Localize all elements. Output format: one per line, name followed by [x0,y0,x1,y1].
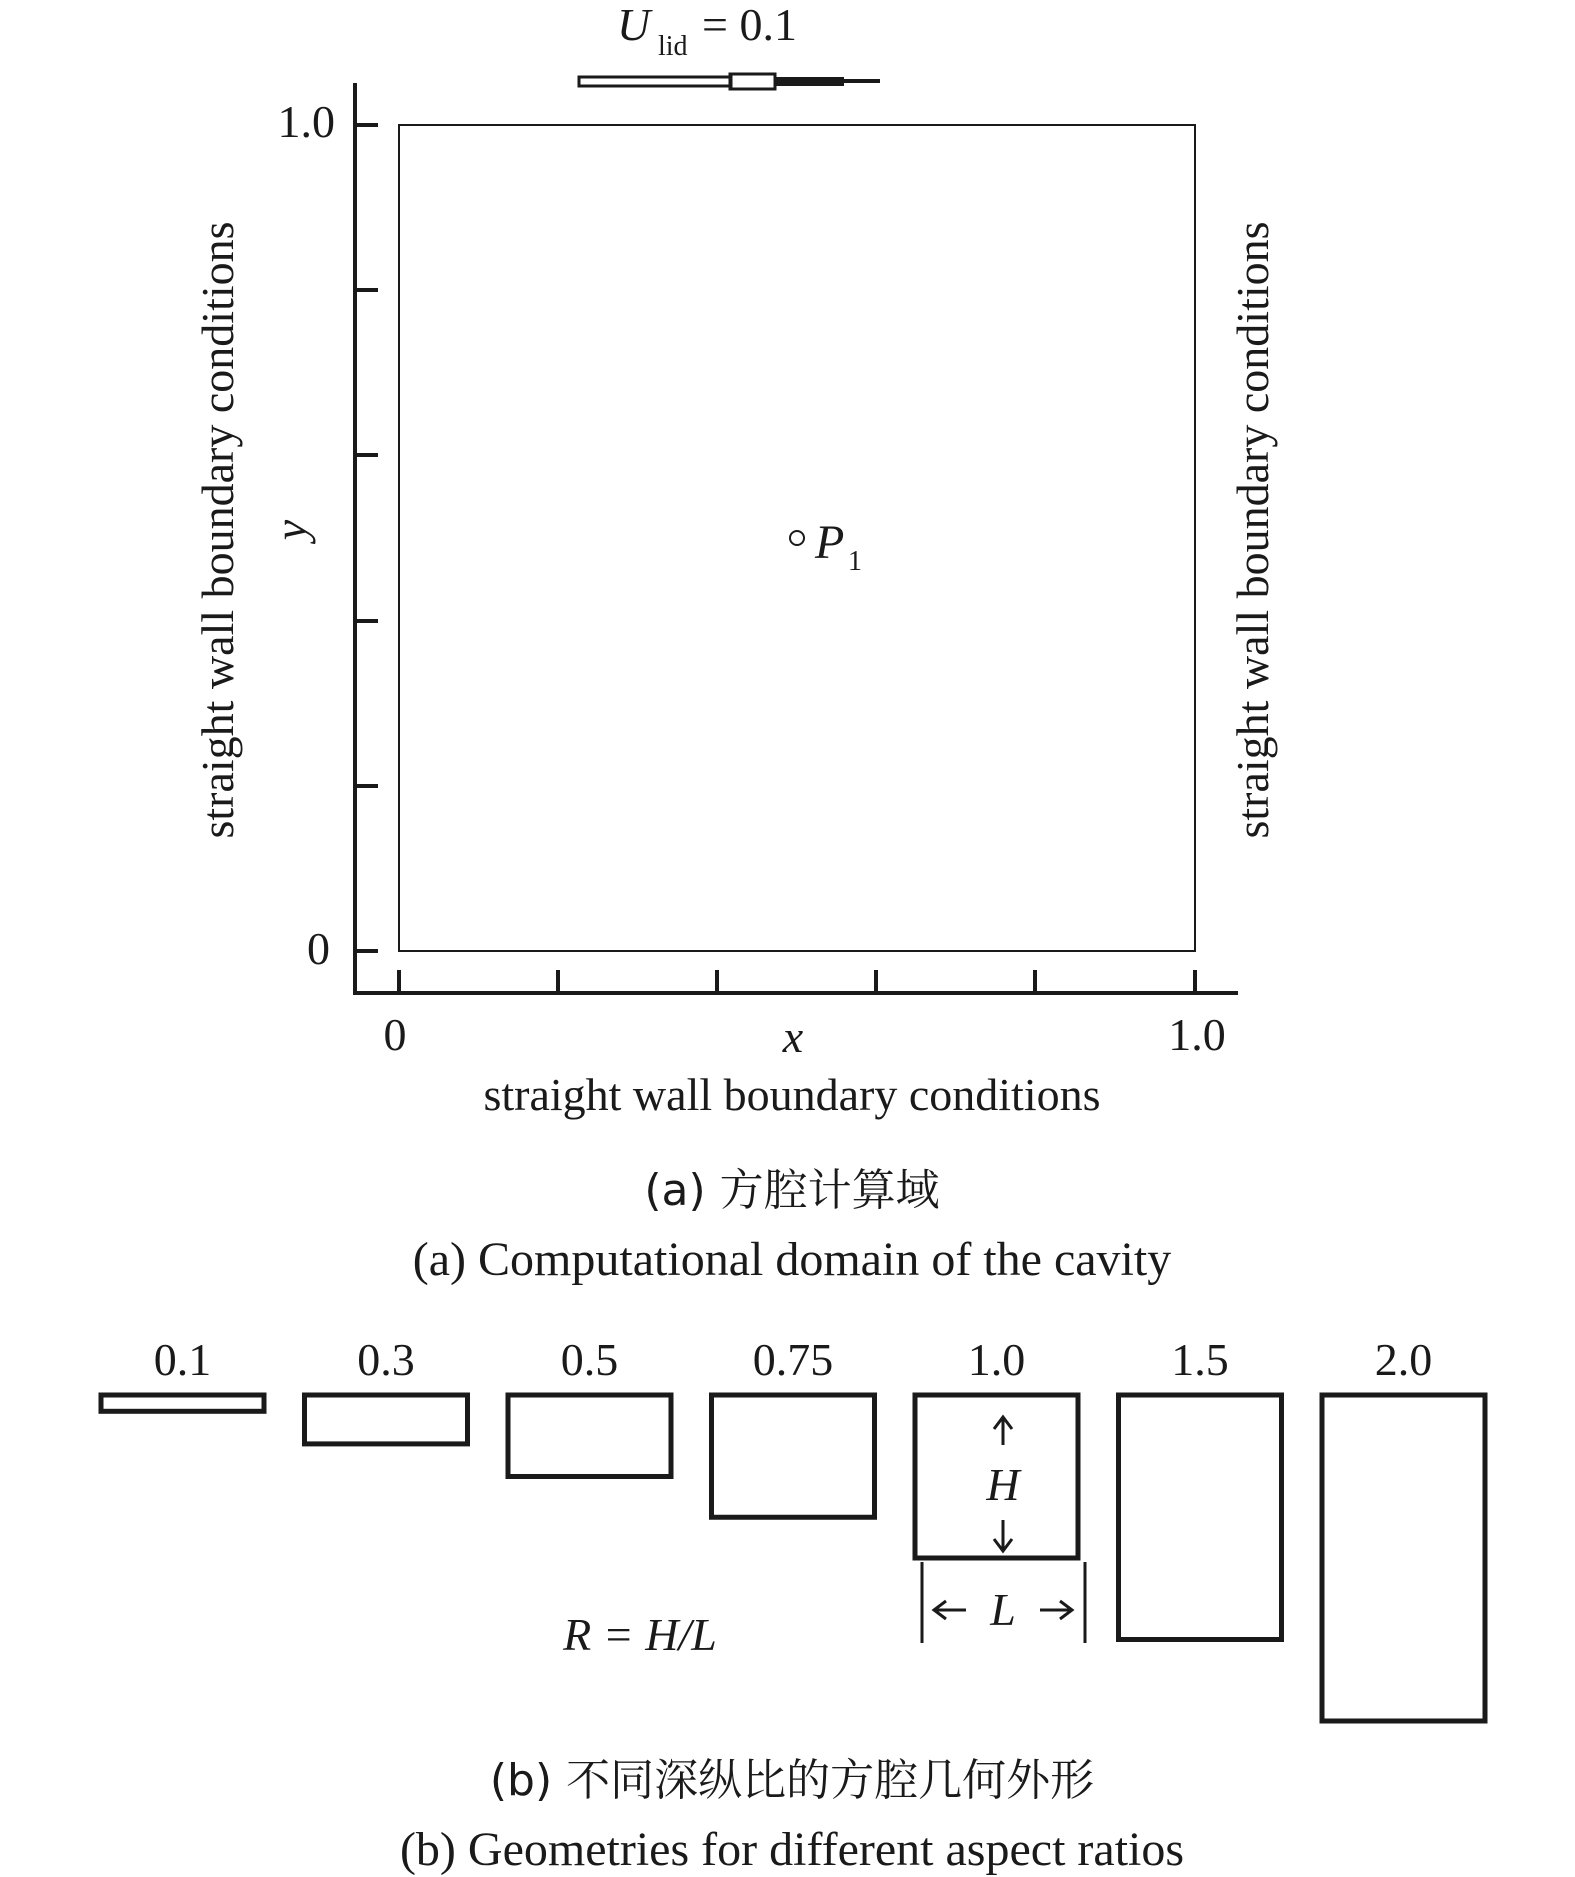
cavity-boundary [399,125,1195,951]
caption-b-english: (b) Geometries for different aspect ratios [399,1823,1185,1876]
panel-a [192,0,1278,1286]
x-axis [353,970,1238,993]
caption-b-chinese: (b) 不同深纵比的方腔几何外形 [489,1755,1095,1806]
caption-a-chinese: (a) 方腔计算域 [644,1165,940,1216]
monitor-point-p1 [790,531,804,545]
point-label: P [815,516,845,569]
length-symbol: L [990,1584,1016,1635]
cavity-geometry-0-5 [508,1395,671,1477]
cavity-geometry-0-75 [712,1395,875,1517]
panel-b [101,1334,1485,1876]
aspect-ratio-formula: R = H/L [563,1609,717,1660]
lid-velocity-arrow [579,74,880,89]
aspect-ratio-label: 0.3 [357,1334,415,1385]
right-wall-label: straight wall boundary conditions [1227,221,1278,839]
y-axis-label: y [265,519,316,541]
cavity-geometry-0-3 [305,1395,468,1444]
lid-velocity-value: = 0.1 [702,0,797,50]
lid-velocity-subscript: lid [658,31,688,62]
point-label-subscript: 1 [848,546,862,577]
aspect-ratio-label: 0.75 [752,1334,834,1385]
y-axis [355,83,378,993]
cavity-geometry-1-5 [1119,1395,1282,1640]
aspect-ratio-label: 1.5 [1171,1334,1229,1385]
caption-a-english: (a) Computational domain of the cavity [412,1233,1172,1286]
aspect-ratio-label: 1.0 [967,1334,1026,1385]
x-tick-label-left: 0 [383,1009,407,1060]
aspect-ratio-label: 0.5 [560,1334,619,1385]
y-tick-label-top: 1.0 [277,96,335,147]
lid-velocity-symbol: U [617,0,651,50]
cavity-geometry-2-0 [1322,1395,1485,1721]
bottom-wall-label: straight wall boundary conditions [483,1069,1101,1120]
height-symbol: H [986,1459,1020,1510]
x-tick-label-right: 1.0 [1168,1009,1226,1060]
cavity-geometry-0-1 [101,1395,264,1411]
x-axis-label: x [782,1011,804,1062]
aspect-ratio-label: 0.1 [153,1334,212,1385]
y-tick-label-bottom: 0 [307,923,330,974]
aspect-ratio-geometries [101,1334,1485,1721]
left-wall-label: straight wall boundary conditions [192,221,243,839]
aspect-ratio-label: 2.0 [1374,1334,1433,1385]
